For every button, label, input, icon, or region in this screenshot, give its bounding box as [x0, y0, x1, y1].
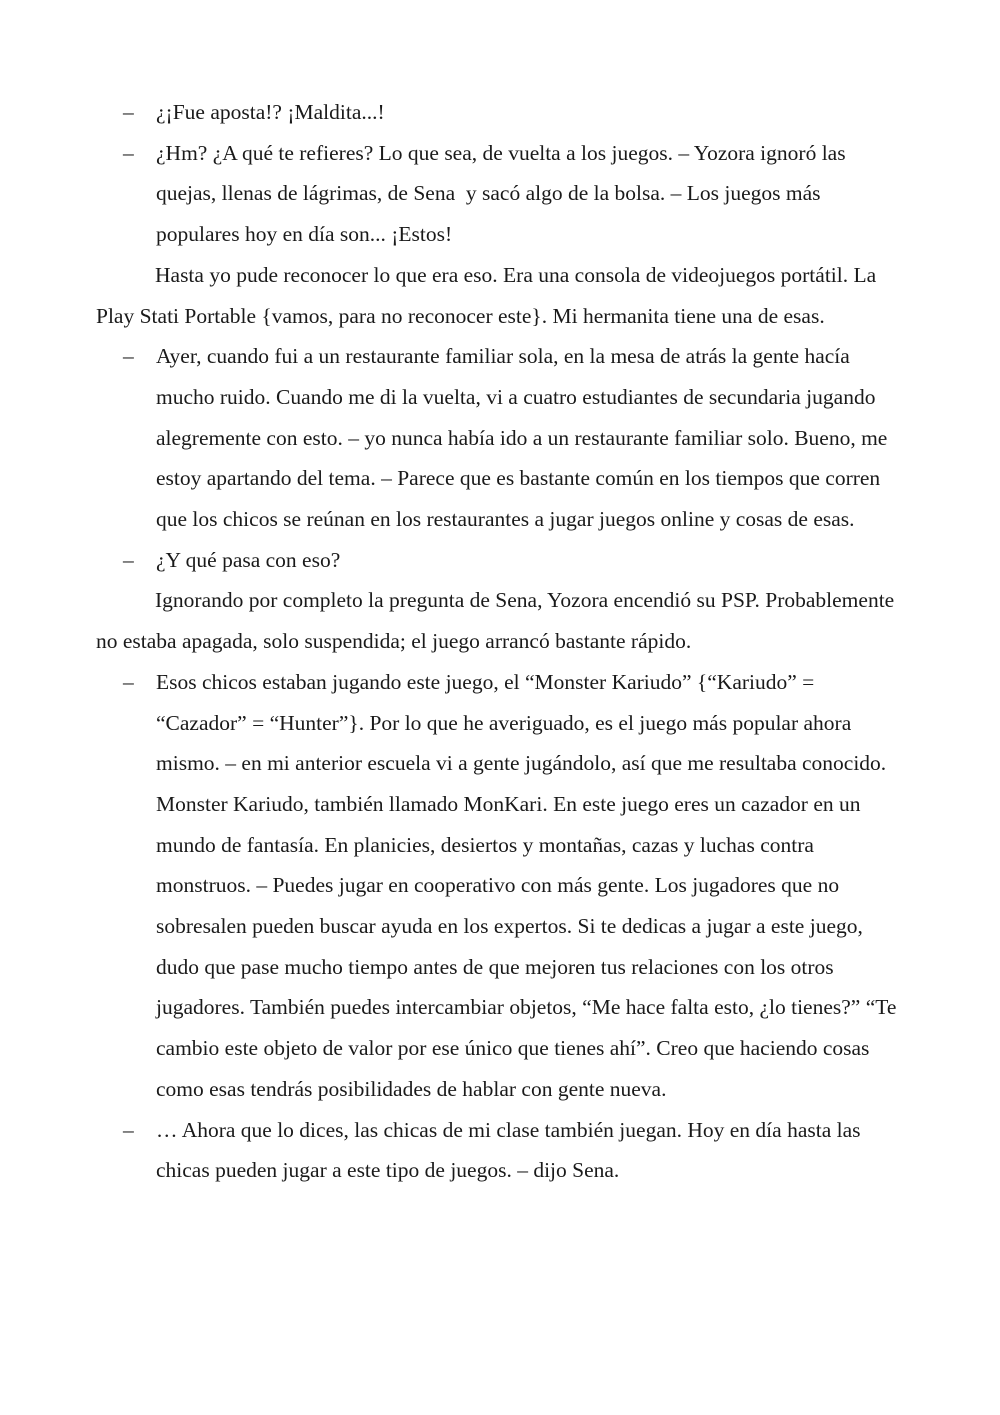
dialogue-line: [96, 133, 898, 255]
dialogue-line: [96, 336, 898, 540]
dialogue-text: ¿Y qué pasa con eso?: [156, 547, 341, 572]
text-body: [96, 92, 898, 1191]
narration-paragraph: Hasta yo pude reconocer lo que era eso. Era una consola de videojuegos portátil. La Play Stati Portable {vamos, para no reconocer este}. Mi hermanita tiene una de esas.: [96, 262, 877, 328]
narration-paragraph: Ignorando por completo la pregunta de Sena, Yozora encendió su PSP. Probablemente no estaba apagada, solo suspendida; el juego arrancó bastante rápido.: [96, 588, 895, 654]
dialogue-text: ¿Hm? ¿A qué te refieres? Lo que sea, de vuelta a los juegos. – Yozora ignoró las quejas, llenas de lágrimas, de Sena y sacó algo de la bolsa. – Los juegos más populares hoy en día son... ¡Estos!: [156, 140, 851, 247]
dialogue-line: [96, 1110, 898, 1191]
dialogue-dash: –: [123, 140, 134, 165]
dialogue-text: Ayer, cuando fui a un restaurante familiar sola, en la mesa de atrás la gente hacía mucho ruido. Cuando me di la vuelta, vi a cuatro estudiantes de secundaria jugando alegremente con esto. – yo nunca había ido a un restaurante familiar solo. Bueno, me estoy apartando del tema. – Parece que es bastante común en los tiempos que corren que los chicos se reúnan en los restaurantes a jugar juegos online y cosas de esas.: [156, 344, 888, 532]
dialogue-line: [96, 662, 898, 1110]
dialogue-text: Esos chicos estaban jugando este juego, el “Monster Kariudo” {“Kariudo” = “Cazador” = “Hunter”}. Por lo que he averiguado, es el juego más popular ahora mismo. – en mi anterior escuela vi a gente jugándolo, así que me resultaba conocido. Monster Kariudo, también llamado MonKari. En este juego eres un cazador en un mundo de fantasía. En planicies, desiertos y montañas, cazas y luchas contra monstruos. – Puedes jugar en cooperativo con más gente. Los jugadores que no sobresalen pueden buscar ayuda en los expertos. Si te dedicas a jugar a este juego, dudo que pase mucho tiempo antes de que mejoren tus relaciones con los otros jugadores. También puedes intercambiar objetos, “Me hace falta esto, ¿lo tienes?” “Te cambio este objeto de valor por ese único que tienes ahí”. Creo que haciendo cosas como esas tendrás posibilidades de hablar con gente nueva.: [156, 669, 897, 1101]
dialogue-text: … Ahora que lo dices, las chicas de mi clase también juegan. Hoy en día hasta las chicas pueden jugar a este tipo de juegos. – dijo Sena.: [156, 1117, 861, 1183]
dialogue-line: [96, 92, 898, 133]
dialogue-text: ¿¡Fue aposta!? ¡Maldita...!: [156, 100, 385, 124]
dialogue-line: [96, 540, 898, 581]
dialogue-dash: –: [123, 100, 134, 124]
dialogue-dash: –: [123, 547, 134, 572]
dialogue-dash: –: [123, 669, 134, 694]
dialogue-dash: –: [123, 1117, 134, 1142]
dialogue-dash: –: [123, 344, 134, 369]
